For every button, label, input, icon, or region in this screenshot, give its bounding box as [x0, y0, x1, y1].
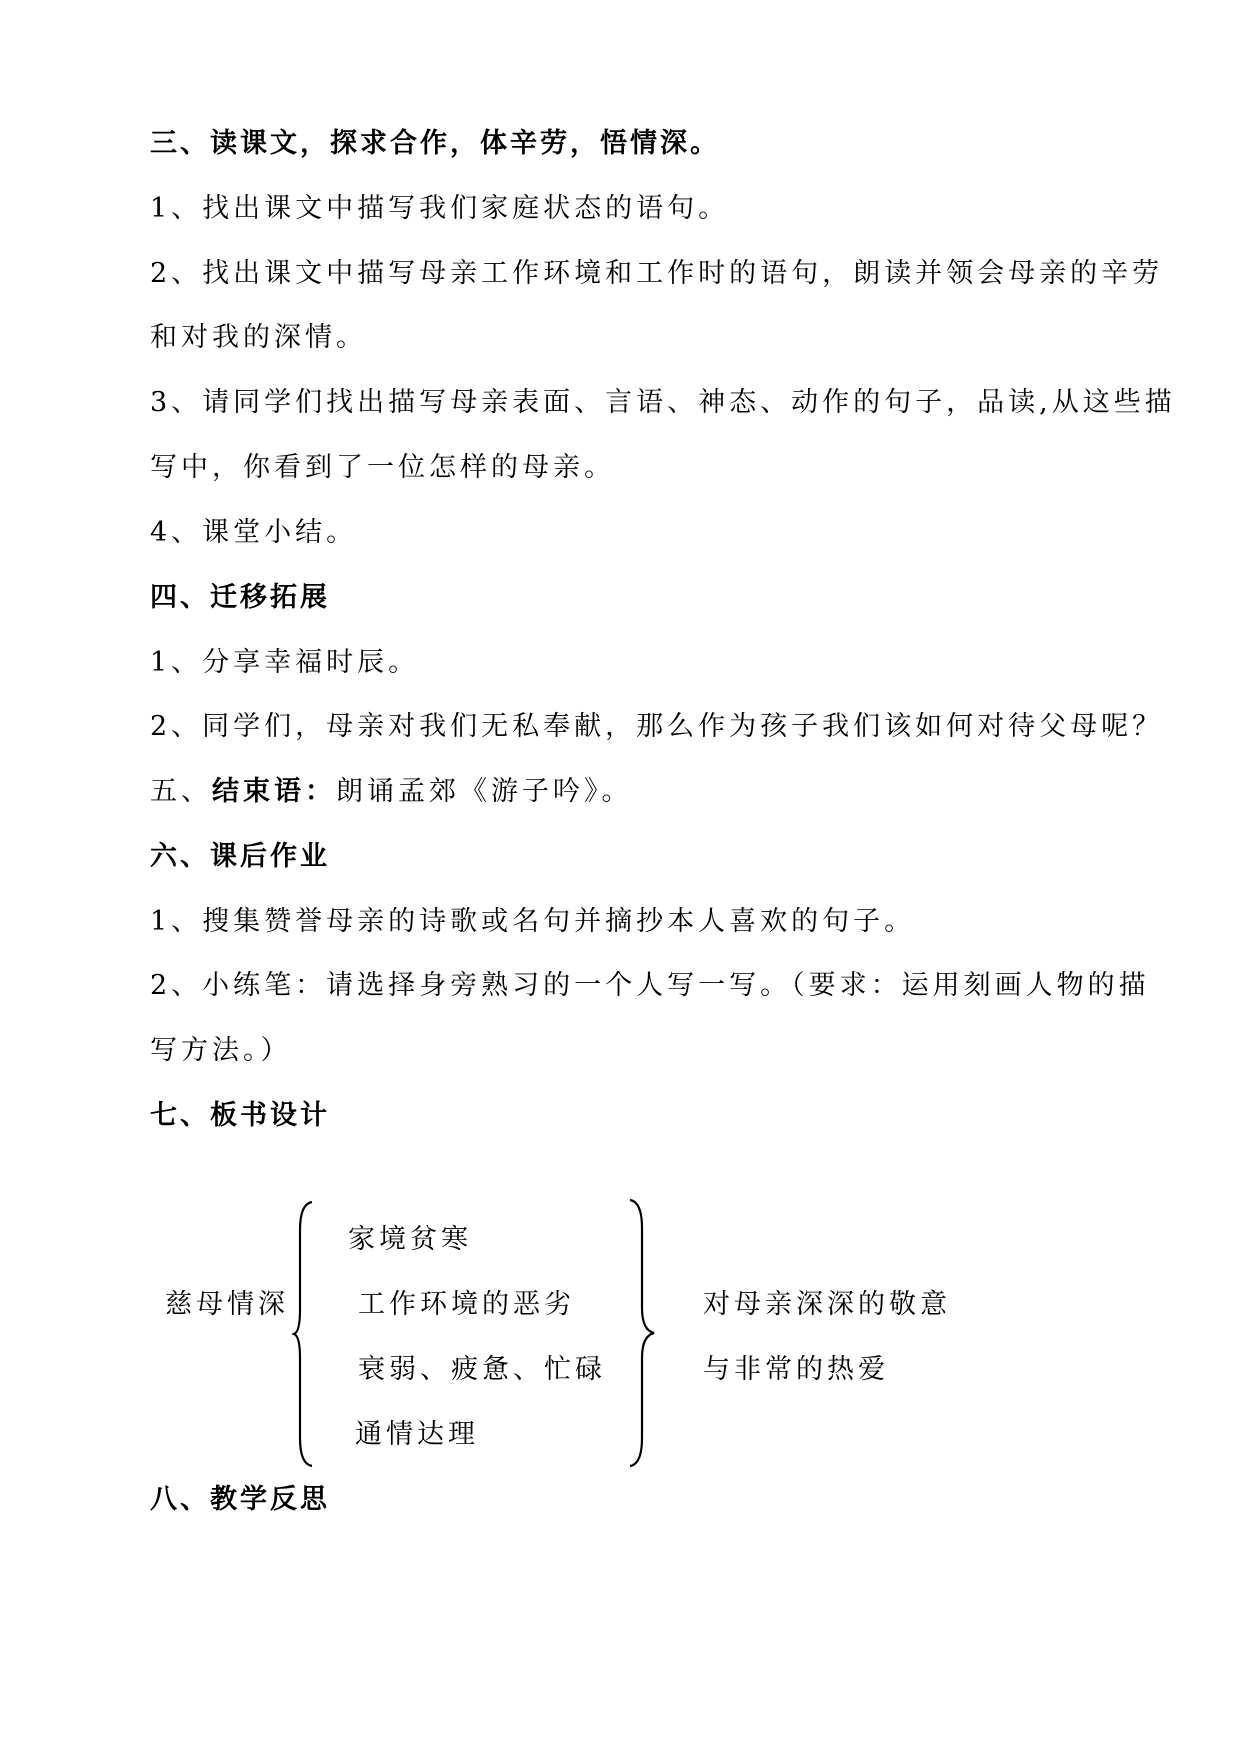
board-middle-item-4: 通情达理: [355, 1419, 479, 1450]
section-3-heading: 三、读课文，探求合作，体辛劳，悟情深。: [150, 128, 720, 159]
section-8-heading: 八、教学反思: [150, 1484, 330, 1515]
section-4-item-1: 1、分享幸福时辰。: [150, 647, 420, 678]
section-6-item-1: 1、搜集赞誉母亲的诗歌或名句并摘抄本人喜欢的句子。: [150, 906, 916, 937]
section-6-item-2-line-1: 2、小练笔：请选择身旁熟习的一个人写一写。（要求：运用刻画人物的描: [150, 970, 1150, 1001]
section-5-line: [150, 776, 1130, 808]
board-right-line-2: 与非常的热爱: [703, 1354, 889, 1385]
section-3-item-1: 1、找出课文中描写我们家庭状态的语句。: [150, 193, 730, 224]
section-3-item-3-line-1: 3、请同学们找出描写母亲表面、言语、神态、动作的句子，品读,从这些描: [150, 387, 1176, 418]
section-6-item-2-line-2: 写方法。）: [150, 1035, 292, 1066]
section-3-item-2-line-2: 和对我的深情。: [150, 322, 367, 353]
board-left-title: 慈母情深: [165, 1289, 289, 1320]
section-7-heading: 七、板书设计: [150, 1100, 330, 1131]
board-right-line-1: 对母亲深深的敬意: [703, 1289, 951, 1320]
section-4-heading: 四、迁移拓展: [150, 582, 330, 613]
section-5-bold-label: 结束语：: [212, 776, 336, 807]
section-3-item-4: 4、课堂小结。: [150, 517, 358, 548]
section-3-item-2-line-1: 2、找出课文中描写母亲工作环境和工作时的语句，朗读并领会母亲的辛劳: [150, 258, 1164, 289]
section-5-text: 朗诵孟郊《游子吟》。: [336, 776, 633, 807]
section-4-item-2: 2、同学们，母亲对我们无私奉献，那么作为孩子我们该如何对待父母呢？: [150, 711, 1164, 742]
section-5-prefix: 五、: [150, 776, 212, 807]
right-brace-icon: [628, 1198, 656, 1468]
board-middle-item-3: 衰弱、疲惫、忙碌: [358, 1354, 606, 1385]
section-6-heading: 六、课后作业: [150, 841, 330, 872]
section-3-item-3-line-2: 写中，你看到了一位怎样的母亲。: [150, 452, 615, 483]
left-brace-icon: [292, 1200, 314, 1468]
board-middle-item-2: 工作环境的恶劣: [358, 1289, 575, 1320]
board-middle-item-1: 家境贫寒: [348, 1224, 472, 1255]
